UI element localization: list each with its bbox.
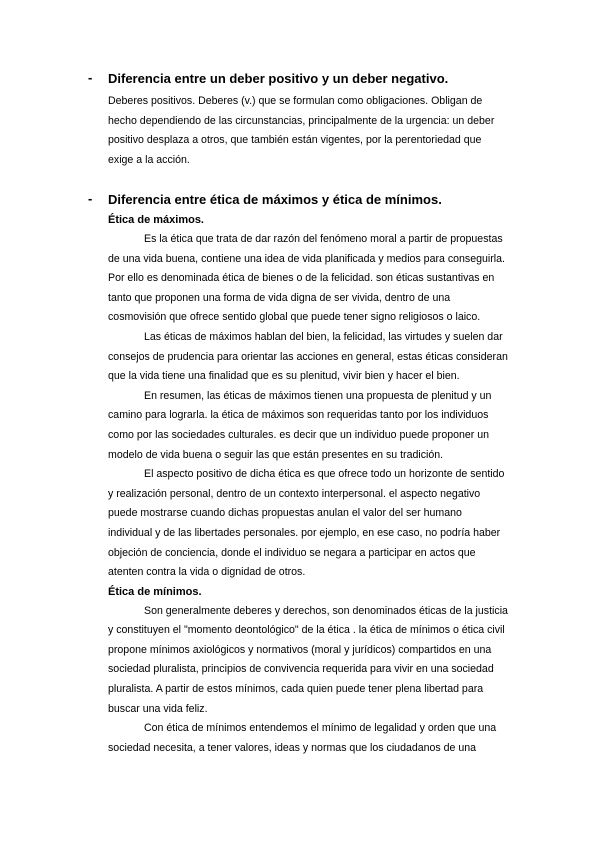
text-line: propone mínimos axiológicos y normativos (moral y jurídicos) compartidos en una (108, 643, 492, 656)
text-line: y realización personal, dentro de un contexto interpersonal. el aspecto negativo (108, 487, 481, 500)
bullet-dash: - (88, 191, 93, 206)
section-etica (90, 191, 530, 758)
text-line: consejos de prudencia para orientar las acciones en general, estas éticas consideran (108, 350, 508, 363)
paragraph-minimos-1 (108, 602, 530, 720)
section-heading-deber: Diferencia entre un deber positivo y un deber negativo. (108, 71, 449, 86)
section-deber (90, 70, 530, 170)
text-line: En resumen, las éticas de máximos tienen una propuesta de plenitud y un (144, 389, 492, 402)
text-line: Es la ética que trata de dar razón del fenómeno moral a partir de propuestas (144, 233, 503, 245)
text-line: Las éticas de máximos hablan del bien, la felicidad, las virtudes y suelen dar (144, 330, 503, 343)
text-line: objeción de conciencia, donde el individuo se negara a participar en actos que (108, 546, 476, 559)
subheading-etica-maximos: Ética de máximos. (108, 214, 204, 226)
paragraph-maximos-2 (108, 328, 530, 387)
section-heading-etica: Diferencia entre ética de máximos y ética de mínimos. (108, 192, 442, 207)
bullet-dash: - (88, 70, 93, 85)
text-line: modelo de vida buena o seguir las que están presentes en su tradición. (108, 448, 444, 461)
text-line: tanto que proponen una forma de vida digna de ser vivida, dentro de una (108, 291, 451, 304)
paragraph-maximos-3 (108, 387, 530, 465)
text-line: sociedad pluralista, principios de convivencia requerida para vivir en una sociedad (108, 663, 494, 676)
paragraph-maximos-4 (108, 465, 530, 583)
paragraph-deberes-positivos (108, 92, 530, 170)
text-line: buscar una vida feliz. (108, 702, 208, 715)
subheading-etica-minimos: Ética de mínimos. (108, 585, 202, 598)
paragraph-minimos-2 (108, 719, 530, 758)
text-line: pluralista. A partir de estos mínimos, cada quien puede tener plena libertad para (108, 683, 484, 696)
text-line: exige a la acción. (108, 153, 190, 166)
text-line: positivo desplaza a otros, que también están vigentes, por la perentoriedad que (108, 134, 482, 147)
text-line: y constituyen el "momento deontológico" de la ética . la ética de mínimos o ética civil (108, 624, 505, 637)
text-line: puede mostrarse cuando dichas propuestas anulan el valor del ser humano (108, 507, 462, 520)
text-line: de una vida buena, contiene una idea de vida planificada y medios para conseguirla. (108, 252, 505, 265)
text-line: individual y de las libertades personales. por ejemplo, en ese caso, no podría haber (108, 526, 501, 539)
text-line: El aspecto positivo de dicha ética es que ofrece todo un horizonte de sentido (144, 468, 505, 481)
text-line: Por ello es denominada ética de bienes o de la felicidad. son éticas sustantivas en (108, 272, 495, 285)
text-line: Deberes positivos. Deberes (v.) que se formulan como obligaciones. Obligan de (108, 95, 483, 107)
text-line: Son generalmente deberes y derechos, son denominados éticas de la justicia (144, 604, 508, 617)
text-line: camino para lograrla. la ética de máximos son requeridas tanto por los individuos (108, 409, 489, 422)
text-line: como por las sociedades culturales. es decir que un individuo puede proponer un (108, 428, 490, 441)
text-line: sociedad necesita, a tener valores, ideas y normas que los ciudadanos de una (108, 741, 477, 754)
text-line: atenten contra la vida o dignidad de otros. (108, 566, 306, 579)
text-line: que la vida tiene una finalidad que es su plenitud, vivir bien y hacer el bien. (108, 370, 460, 383)
text-line: cosmovisión que ofrece sentido global que puede tener signo religiosos o laico. (108, 311, 481, 324)
paragraph-maximos-1 (108, 230, 530, 328)
text-line: hecho dependiendo de las circunstancias, principalmente de la urgencia: un deber (108, 114, 495, 127)
text-line: Con ética de mínimos entendemos el mínimo de legalidad y orden que una (144, 722, 497, 735)
